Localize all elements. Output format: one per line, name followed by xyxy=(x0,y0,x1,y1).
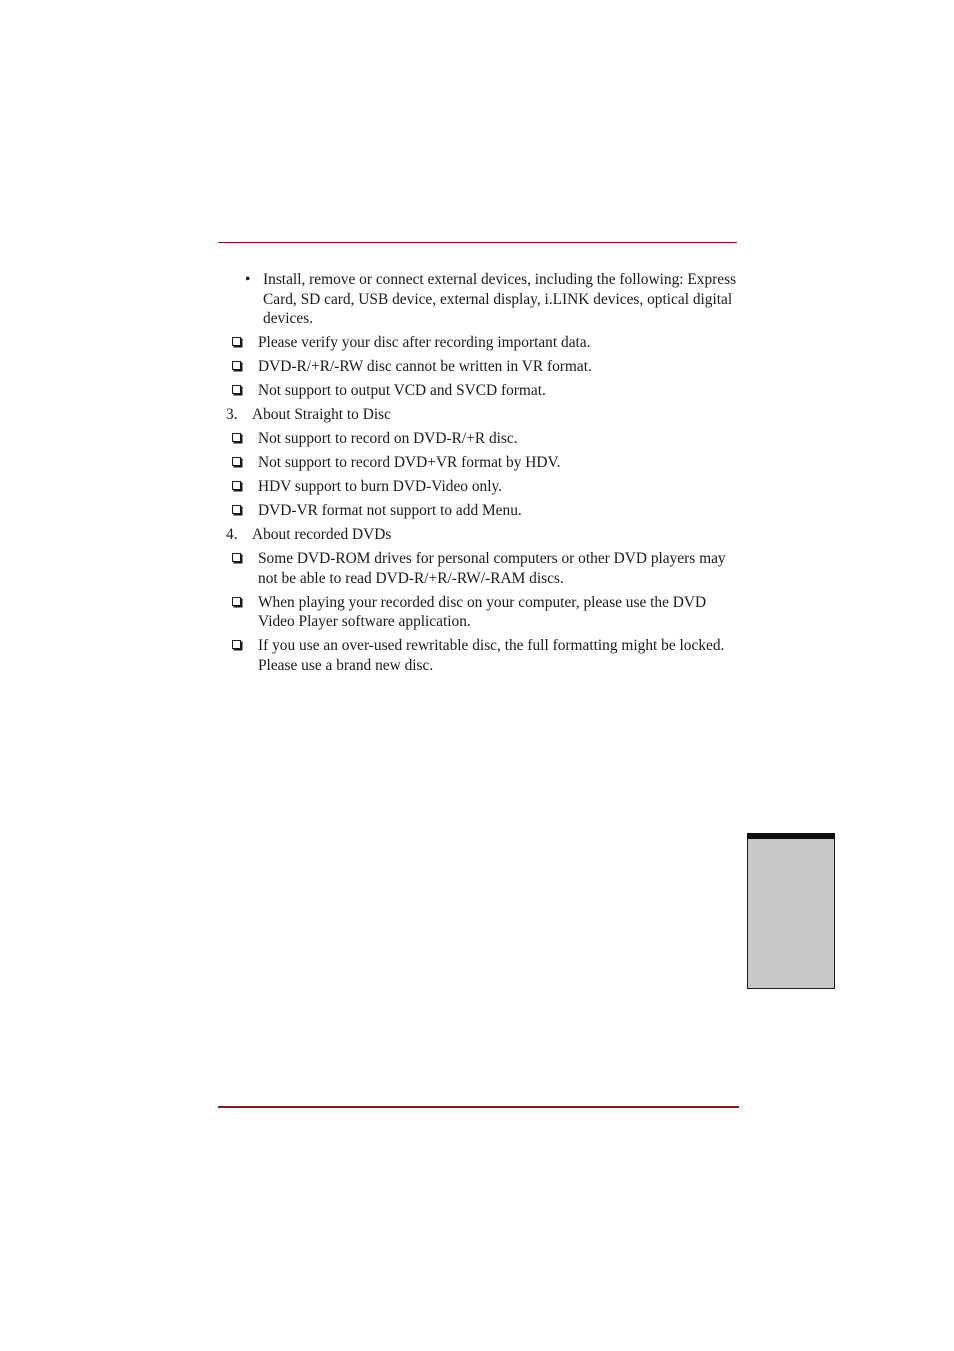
checkbox-icon xyxy=(232,553,241,562)
footer-rule xyxy=(218,1106,739,1108)
checkbox-icon xyxy=(232,505,241,514)
list-item xyxy=(226,381,738,401)
list-item xyxy=(226,593,738,632)
list-item-text: DVD-R/+R/-RW disc cannot be written in VR format. xyxy=(258,358,592,375)
section-title: About recorded DVDs xyxy=(252,526,392,543)
list-item-text: Not support to output VCD and SVCD format. xyxy=(258,382,546,399)
checkbox-icon xyxy=(232,481,241,490)
list-item-text: When playing your recorded disc on your computer, please use the DVD Video Player software application. xyxy=(258,593,707,630)
list-item-text: Not support to record on DVD-R/+R disc. xyxy=(258,430,518,447)
section-heading xyxy=(226,405,738,425)
section-title: About Straight to Disc xyxy=(252,406,391,423)
list-item-text: If you use an over-used rewritable disc, the full formatting might be locked. Please use a brand new disc. xyxy=(258,637,725,674)
section-number: 4. xyxy=(226,526,238,543)
list-item-text: Some DVD-ROM drives for personal computers or other DVD players may not be able to read DVD-R/+R/-RW/-RAM discs. xyxy=(258,550,726,587)
checkbox-icon xyxy=(232,385,241,394)
checkbox-icon xyxy=(232,640,241,649)
list-item xyxy=(226,549,738,588)
list-item-text: Not support to record DVD+VR format by HDV. xyxy=(258,454,561,471)
checkbox-icon xyxy=(232,433,241,442)
section-number: 3. xyxy=(226,406,238,423)
chapter-side-tab xyxy=(747,833,835,989)
list-item-text: HDV support to burn DVD-Video only. xyxy=(258,478,503,495)
list-item xyxy=(226,429,738,449)
list-item-text: DVD-VR format not support to add Menu. xyxy=(258,502,522,519)
checkbox-icon xyxy=(232,337,241,346)
bullet-marker: • xyxy=(245,271,251,288)
list-item xyxy=(226,636,738,675)
list-item-text: Please verify your disc after recording important data. xyxy=(258,334,591,351)
list-item xyxy=(226,333,738,353)
list-item xyxy=(226,453,738,473)
list-item xyxy=(226,270,738,329)
checkbox-icon xyxy=(232,361,241,370)
notes-list xyxy=(226,270,738,680)
list-item xyxy=(226,477,738,497)
section-heading xyxy=(226,525,738,545)
list-item xyxy=(226,501,738,521)
checkbox-icon xyxy=(232,457,241,466)
list-item xyxy=(226,357,738,377)
header-rule xyxy=(218,242,737,243)
checkbox-icon xyxy=(232,597,241,606)
list-item-text: Install, remove or connect external devices, including the following: Express Card, SD card, USB device, external display, i.LINK devices, optical digital devices. xyxy=(263,271,737,327)
